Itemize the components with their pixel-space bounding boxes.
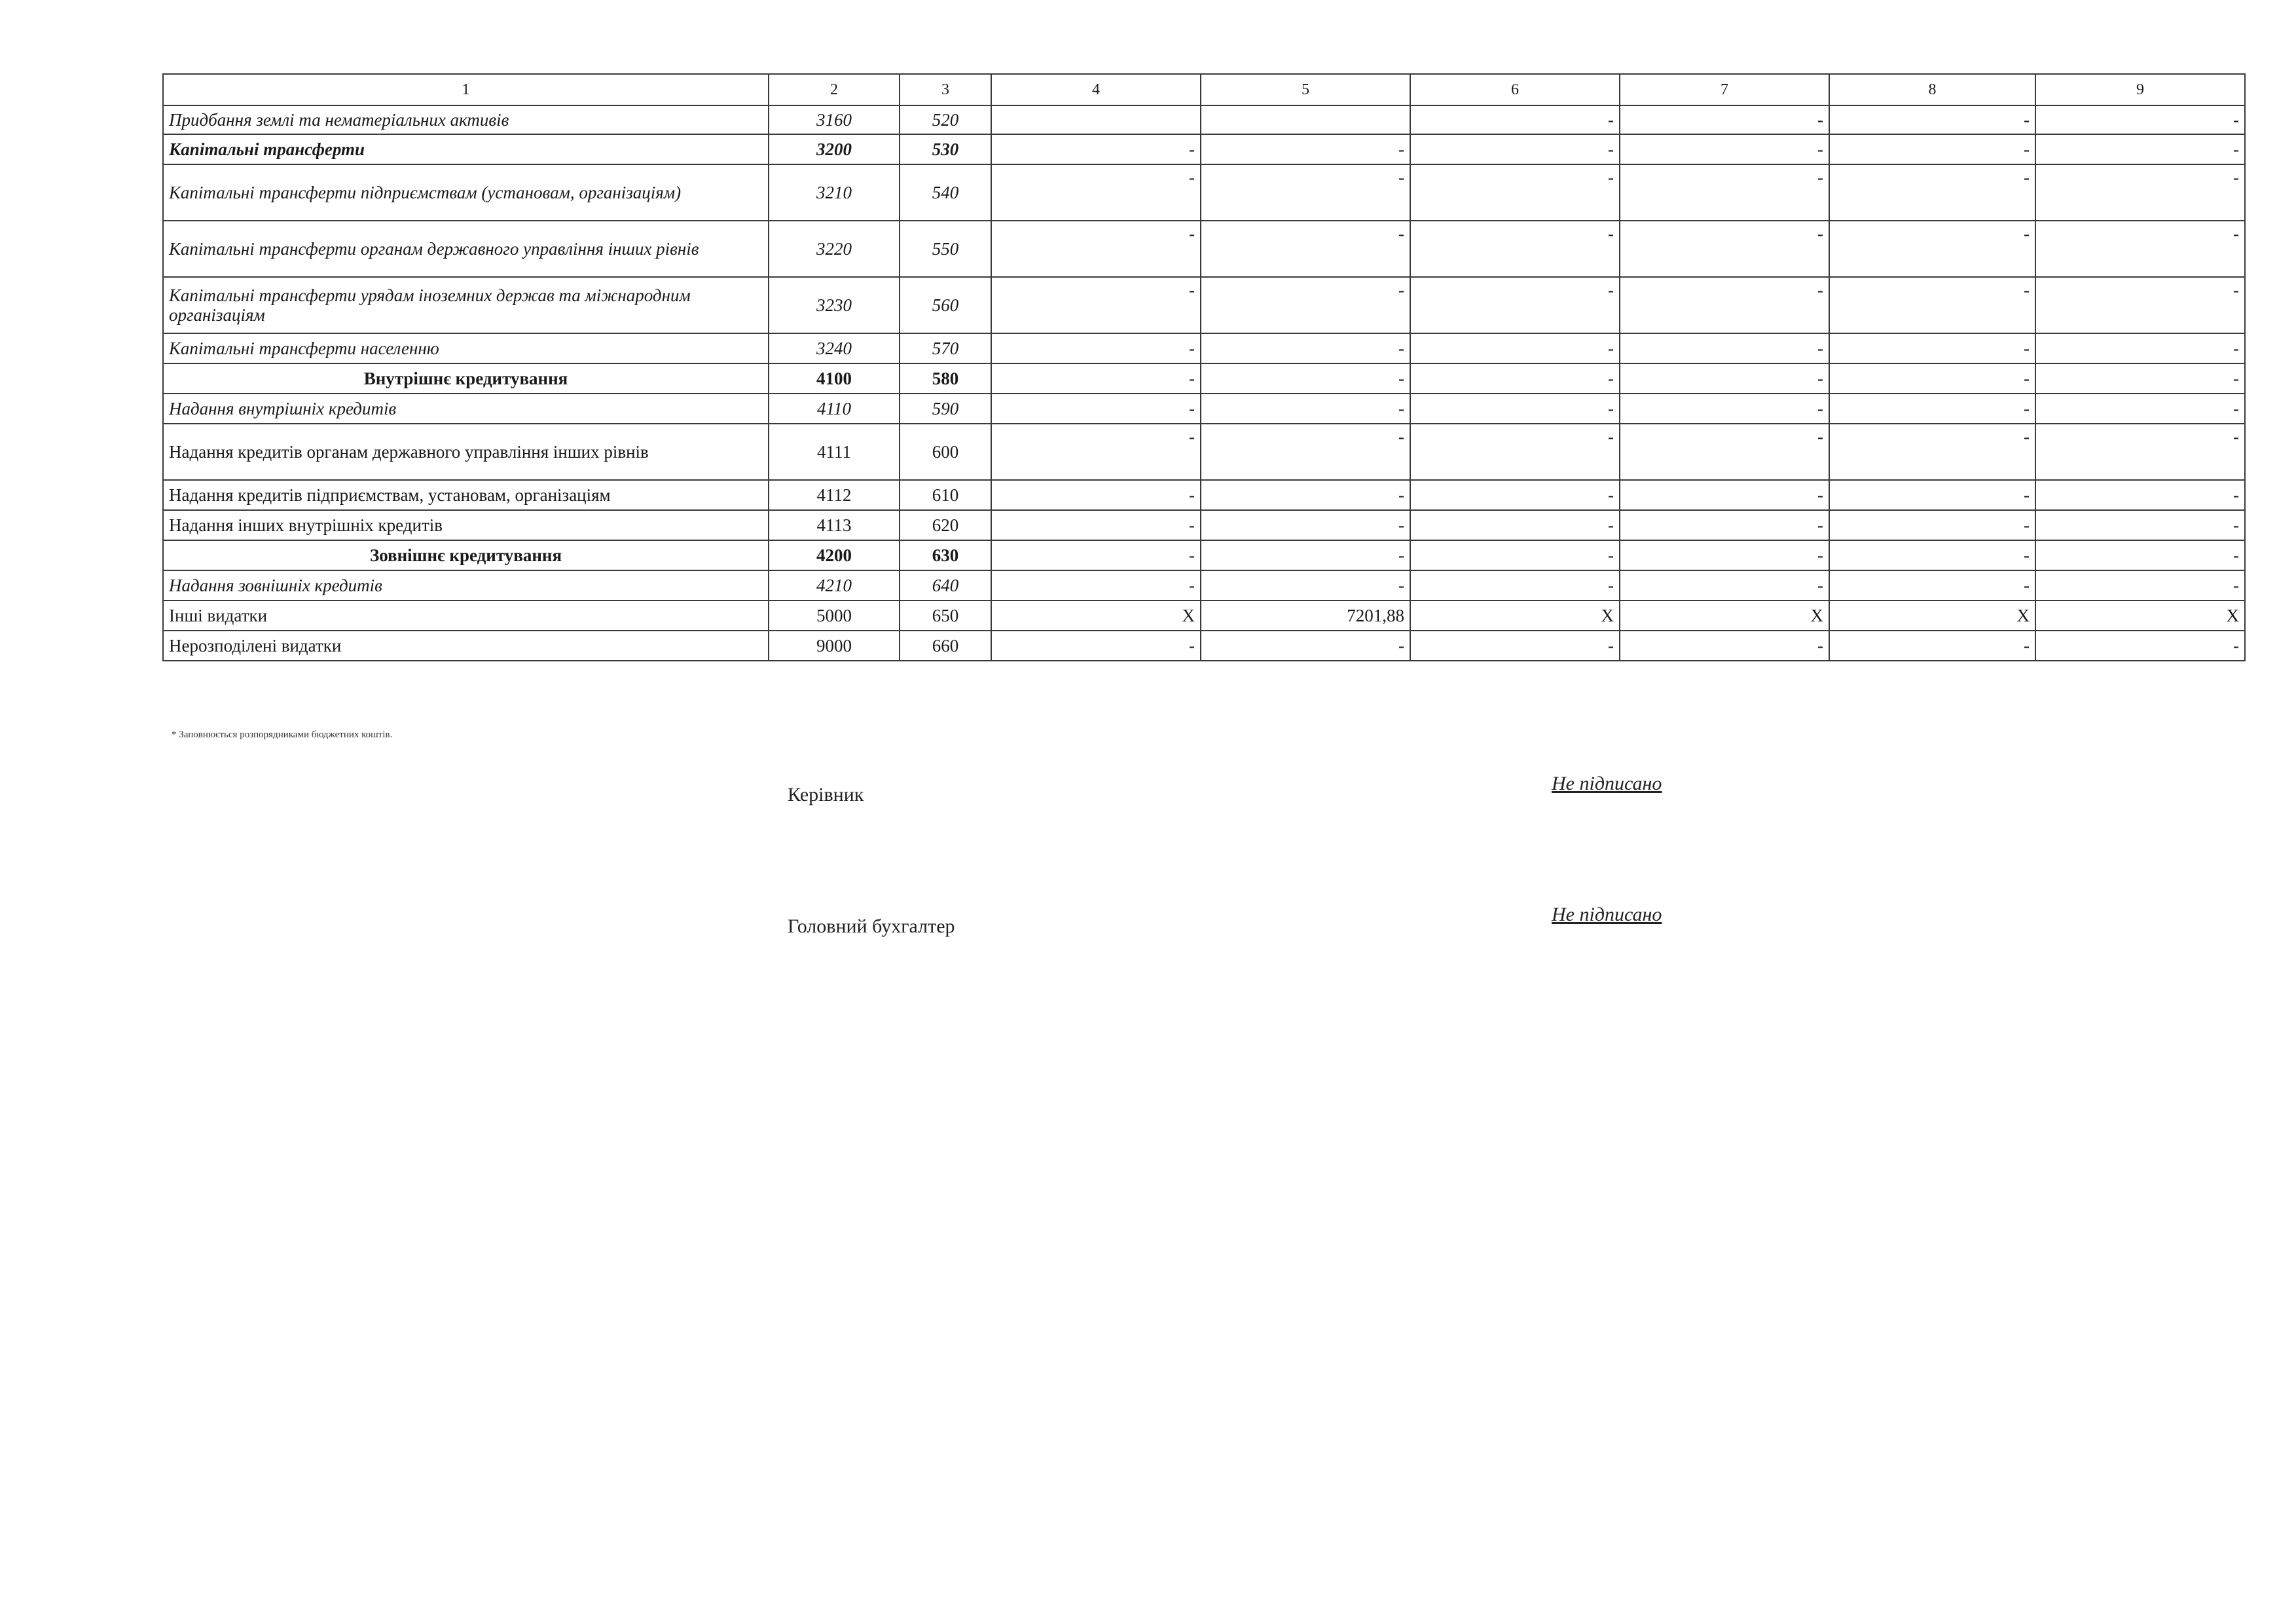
column-header-7: 7 [1620, 74, 1829, 105]
value-cell-col-7: - [1620, 480, 1829, 510]
value-cell-col-6: - [1410, 134, 1620, 164]
row-name: Капітальні трансферти урядам іноземних держав та міжнародним організаціям [163, 277, 769, 333]
column-header-8: 8 [1829, 74, 2035, 105]
row-code: 9000 [769, 631, 900, 661]
value-cell-col-8: - [1829, 540, 2035, 570]
value-cell-col-8: - [1829, 134, 2035, 164]
value-cell-col-7: - [1620, 424, 1829, 480]
row-name: Надання інших внутрішніх кредитів [163, 510, 769, 540]
value-cell-col-4: X [991, 600, 1201, 631]
value-cell-col-8: - [1829, 277, 2035, 333]
value-cell-col-4: - [991, 277, 1201, 333]
row-name: Інші видатки [163, 600, 769, 631]
column-header-2: 2 [769, 74, 900, 105]
director-signature-status: Не підписано [1552, 773, 1662, 794]
row-code: 4100 [769, 363, 900, 394]
row-line-code: 520 [900, 105, 991, 134]
row-code: 3210 [769, 164, 900, 221]
value-cell-col-8: - [1829, 394, 2035, 424]
table-row [163, 277, 2245, 333]
table-row [163, 394, 2245, 424]
table-row [163, 540, 2245, 570]
row-name: Надання внутрішніх кредитів [163, 394, 769, 424]
table-row [163, 363, 2245, 394]
value-cell-col-8: - [1829, 164, 2035, 221]
table-row [163, 631, 2245, 661]
row-name: Надання кредитів органам державного управління інших рівнів [163, 424, 769, 480]
value-cell-col-9: - [2035, 424, 2245, 480]
value-cell-col-7: - [1620, 631, 1829, 661]
row-code: 3240 [769, 333, 900, 363]
value-cell-col-5: - [1201, 221, 1410, 277]
value-cell-col-7: X [1620, 600, 1829, 631]
table-row [163, 600, 2245, 631]
chief-accountant-label: Головний бухгалтер [788, 915, 955, 937]
row-code: 4112 [769, 480, 900, 510]
value-cell-col-6: - [1410, 277, 1620, 333]
value-cell-col-5: - [1201, 333, 1410, 363]
value-cell-col-8: - [1829, 363, 2035, 394]
value-cell-col-6: - [1410, 424, 1620, 480]
value-cell-col-5 [1201, 105, 1410, 134]
column-header-9: 9 [2035, 74, 2245, 105]
value-cell-col-6: - [1410, 221, 1620, 277]
table-row [163, 221, 2245, 277]
value-cell-col-9: - [2035, 134, 2245, 164]
row-code: 3160 [769, 105, 900, 134]
value-cell-col-7: - [1620, 333, 1829, 363]
value-cell-col-9: - [2035, 540, 2245, 570]
value-cell-col-4: - [991, 631, 1201, 661]
value-cell-col-6: - [1410, 363, 1620, 394]
value-cell-col-6: - [1410, 164, 1620, 221]
value-cell-col-5: - [1201, 424, 1410, 480]
row-line-code: 590 [900, 394, 991, 424]
row-line-code: 620 [900, 510, 991, 540]
value-cell-col-7: - [1620, 510, 1829, 540]
value-cell-col-8: - [1829, 424, 2035, 480]
row-code: 3200 [769, 134, 900, 164]
column-header-5: 5 [1201, 74, 1410, 105]
value-cell-col-5: - [1201, 134, 1410, 164]
row-line-code: 610 [900, 480, 991, 510]
value-cell-col-4: - [991, 134, 1201, 164]
value-cell-col-9: - [2035, 480, 2245, 510]
value-cell-col-4: - [991, 164, 1201, 221]
row-line-code: 530 [900, 134, 991, 164]
value-cell-col-6: - [1410, 480, 1620, 510]
value-cell-col-4: - [991, 540, 1201, 570]
value-cell-col-5: - [1201, 164, 1410, 221]
value-cell-col-8: - [1829, 570, 2035, 600]
row-line-code: 640 [900, 570, 991, 600]
value-cell-col-7: - [1620, 164, 1829, 221]
value-cell-col-9: - [2035, 277, 2245, 333]
row-line-code: 650 [900, 600, 991, 631]
value-cell-col-4: - [991, 394, 1201, 424]
table-row [163, 510, 2245, 540]
row-code: 4113 [769, 510, 900, 540]
row-line-code: 540 [900, 164, 991, 221]
value-cell-col-5: - [1201, 480, 1410, 510]
value-cell-col-9: X [2035, 600, 2245, 631]
row-code: 4200 [769, 540, 900, 570]
row-line-code: 550 [900, 221, 991, 277]
value-cell-col-9: - [2035, 164, 2245, 221]
value-cell-col-9: - [2035, 105, 2245, 134]
value-cell-col-8: - [1829, 631, 2035, 661]
row-line-code: 660 [900, 631, 991, 661]
value-cell-col-9: - [2035, 570, 2245, 600]
table-row [163, 333, 2245, 363]
director-label: Керівник [788, 784, 864, 805]
value-cell-col-4 [991, 105, 1201, 134]
value-cell-col-9: - [2035, 333, 2245, 363]
value-cell-col-5: - [1201, 510, 1410, 540]
column-header-1: 1 [163, 74, 769, 105]
value-cell-col-7: - [1620, 105, 1829, 134]
row-code: 3220 [769, 221, 900, 277]
value-cell-col-6: - [1410, 394, 1620, 424]
table-row [163, 134, 2245, 164]
value-cell-col-6: - [1410, 510, 1620, 540]
row-code: 4111 [769, 424, 900, 480]
value-cell-col-5: 7201,88 [1201, 600, 1410, 631]
row-line-code: 570 [900, 333, 991, 363]
value-cell-col-8: - [1829, 105, 2035, 134]
value-cell-col-5: - [1201, 631, 1410, 661]
value-cell-col-6: - [1410, 631, 1620, 661]
row-name: Придбання землі та нематеріальних активів [163, 105, 769, 134]
value-cell-col-8: X [1829, 600, 2035, 631]
value-cell-col-9: - [2035, 510, 2245, 540]
table-row [163, 480, 2245, 510]
value-cell-col-5: - [1201, 570, 1410, 600]
row-code: 3230 [769, 277, 900, 333]
expenditure-table [162, 73, 2246, 661]
value-cell-col-8: - [1829, 221, 2035, 277]
row-code: 5000 [769, 600, 900, 631]
column-header-3: 3 [900, 74, 991, 105]
value-cell-col-7: - [1620, 134, 1829, 164]
value-cell-col-4: - [991, 570, 1201, 600]
footnote: * Заповнюється розпорядниками бюджетних коштів. [172, 729, 393, 740]
row-line-code: 600 [900, 424, 991, 480]
row-line-code: 580 [900, 363, 991, 394]
value-cell-col-6: - [1410, 333, 1620, 363]
value-cell-col-5: - [1201, 363, 1410, 394]
row-line-code: 630 [900, 540, 991, 570]
row-name: Зовнішнє кредитування [163, 540, 769, 570]
row-name: Капітальні трансферти населенню [163, 333, 769, 363]
column-header-4: 4 [991, 74, 1201, 105]
value-cell-col-9: - [2035, 394, 2245, 424]
value-cell-col-7: - [1620, 394, 1829, 424]
table-row [163, 570, 2245, 600]
table-row [163, 164, 2245, 221]
value-cell-col-4: - [991, 363, 1201, 394]
value-cell-col-4: - [991, 221, 1201, 277]
value-cell-col-4: - [991, 480, 1201, 510]
column-header-6: 6 [1410, 74, 1620, 105]
value-cell-col-8: - [1829, 480, 2035, 510]
row-name: Капітальні трансферти [163, 134, 769, 164]
value-cell-col-8: - [1829, 510, 2035, 540]
value-cell-col-4: - [991, 424, 1201, 480]
chief-accountant-signature-status: Не підписано [1552, 904, 1662, 925]
value-cell-col-4: - [991, 510, 1201, 540]
row-name: Надання кредитів підприємствам, установам, організаціям [163, 480, 769, 510]
value-cell-col-7: - [1620, 221, 1829, 277]
table-row [163, 105, 2245, 134]
row-code: 4210 [769, 570, 900, 600]
value-cell-col-6: - [1410, 105, 1620, 134]
row-name: Нерозподілені видатки [163, 631, 769, 661]
value-cell-col-9: - [2035, 363, 2245, 394]
value-cell-col-5: - [1201, 540, 1410, 570]
table-row [163, 424, 2245, 480]
row-name: Капітальні трансферти органам державного управління інших рівнів [163, 221, 769, 277]
row-line-code: 560 [900, 277, 991, 333]
value-cell-col-7: - [1620, 540, 1829, 570]
value-cell-col-4: - [991, 333, 1201, 363]
row-name: Надання зовнішніх кредитів [163, 570, 769, 600]
value-cell-col-6: X [1410, 600, 1620, 631]
value-cell-col-7: - [1620, 363, 1829, 394]
row-code: 4110 [769, 394, 900, 424]
value-cell-col-9: - [2035, 221, 2245, 277]
table-body [163, 105, 2245, 661]
value-cell-col-6: - [1410, 540, 1620, 570]
row-name: Капітальні трансферти підприємствам (установам, організаціям) [163, 164, 769, 221]
value-cell-col-9: - [2035, 631, 2245, 661]
value-cell-col-7: - [1620, 570, 1829, 600]
value-cell-col-6: - [1410, 570, 1620, 600]
value-cell-col-7: - [1620, 277, 1829, 333]
value-cell-col-8: - [1829, 333, 2035, 363]
value-cell-col-5: - [1201, 277, 1410, 333]
value-cell-col-5: - [1201, 394, 1410, 424]
row-name: Внутрішнє кредитування [163, 363, 769, 394]
table-header-row [163, 74, 2245, 105]
